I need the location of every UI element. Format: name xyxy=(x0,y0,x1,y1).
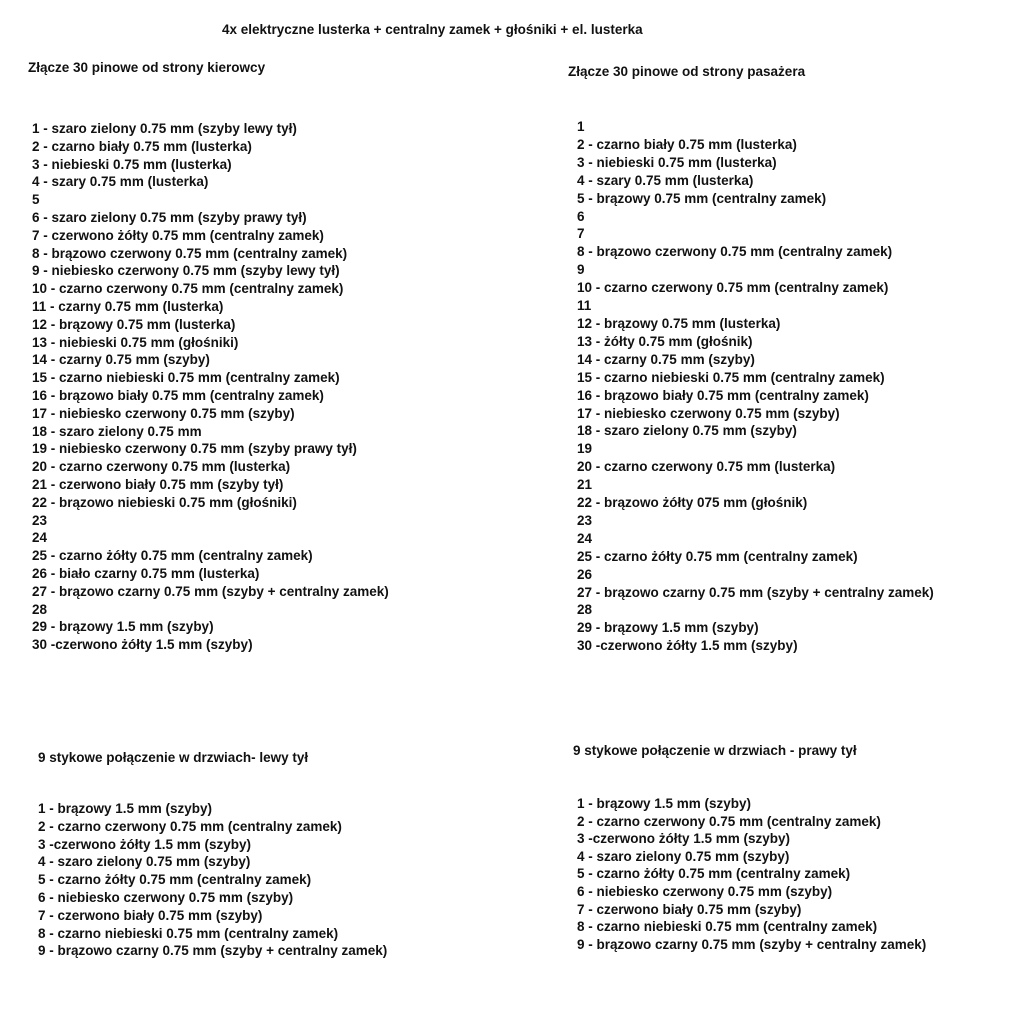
pin-entry: 2 - czarno czerwony 0.75 mm (centralny zamek) xyxy=(577,813,881,829)
pin-entry: 1 - brązowy 1.5 mm (szyby) xyxy=(38,801,213,816)
pin-entry: 23 xyxy=(577,512,593,528)
pin-entry: 13 - żółty 0.75 mm (głośnik) xyxy=(577,333,753,349)
pin-entry: 15 - czarno niebieski 0.75 mm (centralny zamek) xyxy=(32,370,340,386)
pin-entry: 22 - brązowo żółty 075 mm (głośnik) xyxy=(577,495,808,511)
pin-entry: 4 - szaro zielony 0.75 mm (szyby) xyxy=(38,854,251,870)
pin-entry: 20 - czarno czerwony 0.75 mm (lusterka) xyxy=(32,459,291,475)
pin-entry: 5 xyxy=(32,192,40,208)
pin-entry: 6 - niebiesko czerwony 0.75 mm (szyby) xyxy=(38,889,294,905)
pin-entry: 26 - biało czarny 0.75 mm (lusterka) xyxy=(32,565,260,581)
pin-entry: 13 - niebieski 0.75 mm (głośniki) xyxy=(32,334,239,350)
pin-entry: 11 - czarny 0.75 mm (lusterka) xyxy=(32,298,224,314)
pin-entry: 8 - czarno niebieski 0.75 mm (centralny zamek) xyxy=(38,925,339,941)
pin-entry: 2 - czarno czerwony 0.75 mm (centralny zamek) xyxy=(38,818,342,834)
pin-entry: 8 - brązowo czerwony 0.75 mm (centralny zamek) xyxy=(577,244,893,260)
pin-entry: 12 - brązowy 0.75 mm (lusterka) xyxy=(577,315,781,331)
pin-entry: 14 - czarny 0.75 mm (szyby) xyxy=(32,352,210,368)
pin-entry: 3 - niebieski 0.75 mm (lusterka) xyxy=(577,154,777,170)
pin-entry: 5 - czarno żółty 0.75 mm (centralny zamek) xyxy=(577,866,851,882)
pin-entry: 5 - brązowy 0.75 mm (centralny zamek) xyxy=(577,190,827,206)
pin-entry: 25 - czarno żółty 0.75 mm (centralny zamek) xyxy=(32,548,313,564)
pin-entry: 2 - czarno biały 0.75 mm (lusterka) xyxy=(577,136,797,152)
pin-entry: 6 - niebiesko czerwony 0.75 mm (szyby) xyxy=(577,883,833,899)
pin-entry: 8 - brązowo czerwony 0.75 mm (centralny zamek) xyxy=(32,245,348,261)
pin-entry: 1 - brązowy 1.5 mm (szyby) xyxy=(577,796,752,811)
pin-entry: 10 - czarno czerwony 0.75 mm (centralny zamek) xyxy=(577,280,889,296)
pin-entry: 16 - brązowo biały 0.75 mm (centralny zamek) xyxy=(577,387,869,403)
pin-entry: 28 xyxy=(32,601,48,617)
pin-entry: 30 -czerwono żółty 1.5 mm (szyby) xyxy=(32,637,253,653)
pin-entry: 23 xyxy=(32,512,48,528)
pin-entry: 27 - brązowo czarny 0.75 mm (szyby + centralny zamek) xyxy=(32,583,389,599)
pin-entry: 1 - szaro zielony 0.75 mm (szyby lewy tył) xyxy=(32,121,297,136)
pin-entry: 17 - niebiesko czerwony 0.75 mm (szyby) xyxy=(577,405,840,421)
pin-entry: 18 - szaro zielony 0.75 mm (szyby) xyxy=(577,423,797,439)
pin-entry: 24 xyxy=(577,530,593,546)
pin-entry: 10 - czarno czerwony 0.75 mm (centralny zamek) xyxy=(32,281,344,297)
pin-entry: 7 - czerwono żółty 0.75 mm (centralny zamek) xyxy=(32,227,324,243)
pin-entry: 4 - szary 0.75 mm (lusterka) xyxy=(577,172,754,188)
pin-entry: 6 xyxy=(577,208,585,224)
pin-entry: 5 - czarno żółty 0.75 mm (centralny zamek) xyxy=(38,872,312,888)
pin-entry: 19 xyxy=(577,441,593,457)
passenger-pin-list xyxy=(577,118,934,655)
pin-entry: 29 - brązowy 1.5 mm (szyby) xyxy=(577,620,759,636)
pin-entry: 29 - brązowy 1.5 mm (szyby) xyxy=(32,619,214,635)
pin-entry: 4 - szaro zielony 0.75 mm (szyby) xyxy=(577,848,790,864)
driver-connector-heading: Złącze 30 pinowe od strony kierowcy xyxy=(28,60,266,75)
pin-entry: 7 - czerwono biały 0.75 mm (szyby) xyxy=(38,907,263,923)
door-right-rear-pin-list xyxy=(577,795,926,953)
pin-entry: 3 -czerwono żółty 1.5 mm (szyby) xyxy=(38,836,252,852)
pin-entry: 7 - czerwono biały 0.75 mm (szyby) xyxy=(577,901,802,917)
pin-entry: 2 - czarno biały 0.75 mm (lusterka) xyxy=(32,138,252,154)
pin-entry: 14 - czarny 0.75 mm (szyby) xyxy=(577,351,755,367)
pin-entry: 3 - niebieski 0.75 mm (lusterka) xyxy=(32,156,232,172)
pin-entry: 20 - czarno czerwony 0.75 mm (lusterka) xyxy=(577,459,836,475)
pin-entry: 16 - brązowo biały 0.75 mm (centralny zamek) xyxy=(32,387,324,403)
pin-entry: 3 -czerwono żółty 1.5 mm (szyby) xyxy=(577,831,791,847)
pin-entry: 18 - szaro zielony 0.75 mm xyxy=(32,423,202,439)
pin-entry: 26 xyxy=(577,566,593,582)
door-right-rear-heading: 9 stykowe połączenie w drzwiach - prawy tył xyxy=(573,743,857,758)
door-left-rear-pin-list xyxy=(38,800,387,960)
document-title: 4x elektryczne lusterka + centralny zamek + głośniki + el. lusterka xyxy=(222,22,643,37)
pin-entry: 30 -czerwono żółty 1.5 mm (szyby) xyxy=(577,638,798,654)
pin-entry: 9 - niebiesko czerwony 0.75 mm (szyby lewy tył) xyxy=(32,263,340,279)
pin-entry: 24 xyxy=(32,530,48,546)
pin-entry: 21 xyxy=(577,477,593,493)
pin-entry: 4 - szary 0.75 mm (lusterka) xyxy=(32,174,209,190)
pin-entry: 15 - czarno niebieski 0.75 mm (centralny zamek) xyxy=(577,369,885,385)
passenger-connector-heading: Złącze 30 pinowe od strony pasażera xyxy=(568,64,806,79)
pin-entry: 27 - brązowo czarny 0.75 mm (szyby + centralny zamek) xyxy=(577,584,934,600)
pin-entry: 8 - czarno niebieski 0.75 mm (centralny zamek) xyxy=(577,919,878,935)
pin-entry: 9 - brązowo czarny 0.75 mm (szyby + centralny zamek) xyxy=(38,943,388,959)
pin-entry: 21 - czerwono biały 0.75 mm (szyby tył) xyxy=(32,476,284,492)
pin-entry: 11 xyxy=(577,298,592,314)
pin-entry: 7 xyxy=(577,226,585,242)
pin-entry: 28 xyxy=(577,602,593,618)
pin-entry: 9 xyxy=(577,262,585,278)
pin-entry: 12 - brązowy 0.75 mm (lusterka) xyxy=(32,316,236,332)
pin-entry: 9 - brązowo czarny 0.75 mm (szyby + centralny zamek) xyxy=(577,936,927,952)
driver-pin-list xyxy=(32,120,389,654)
pin-entry: 17 - niebiesko czerwony 0.75 mm (szyby) xyxy=(32,405,295,421)
pin-entry: 1 xyxy=(577,119,585,134)
pin-entry: 22 - brązowo niebieski 0.75 mm (głośniki) xyxy=(32,494,297,510)
pin-entry: 25 - czarno żółty 0.75 mm (centralny zamek) xyxy=(577,548,858,564)
door-left-rear-heading: 9 stykowe połączenie w drzwiach- lewy tył xyxy=(38,750,309,765)
pin-entry: 19 - niebiesko czerwony 0.75 mm (szyby prawy tył) xyxy=(32,441,357,457)
pin-entry: 6 - szaro zielony 0.75 mm (szyby prawy tył) xyxy=(32,209,307,225)
